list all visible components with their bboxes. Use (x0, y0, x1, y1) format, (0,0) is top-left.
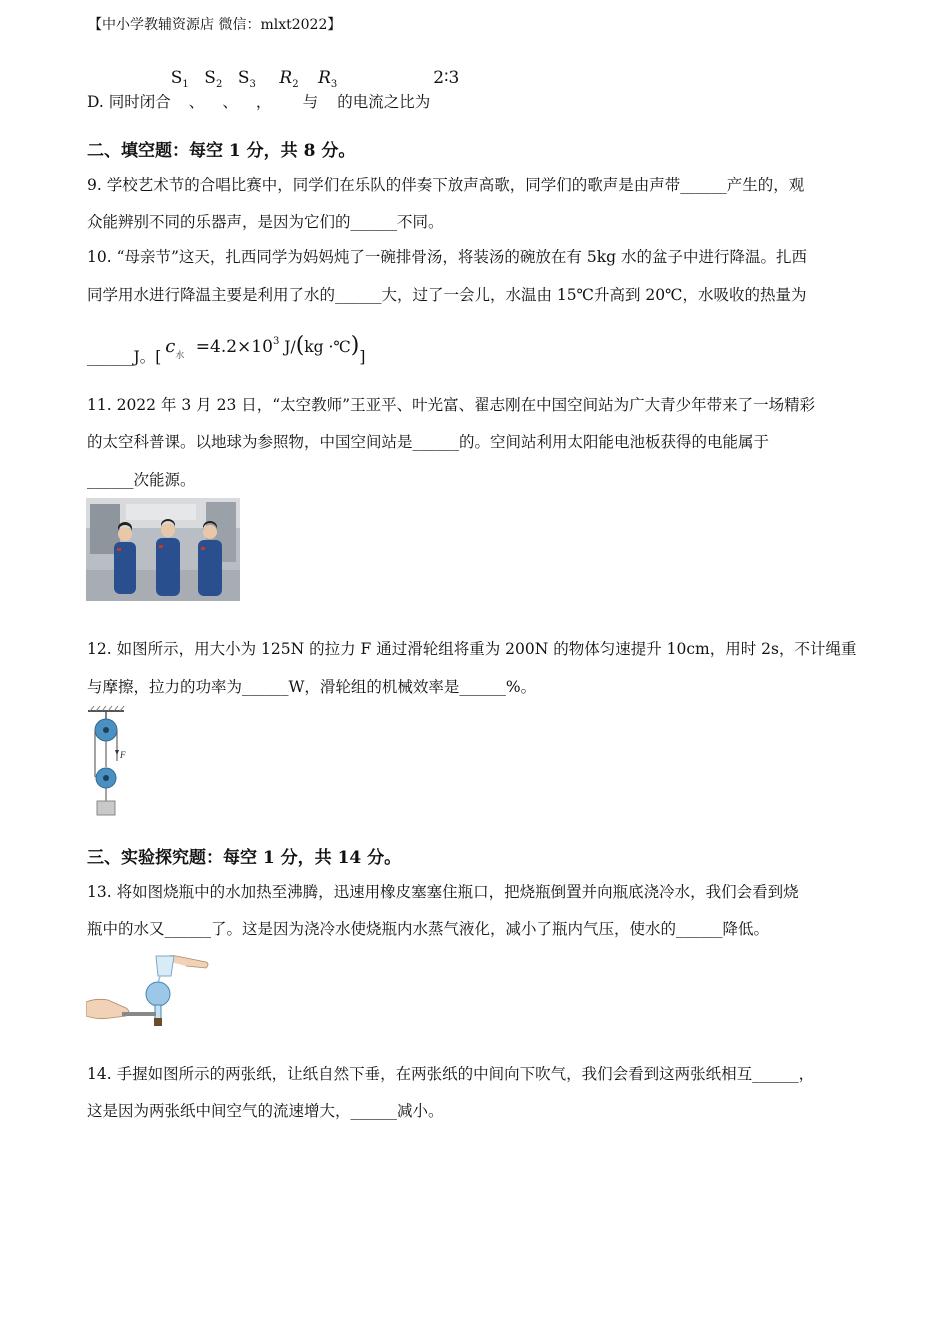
r2-subscript: 2 (292, 79, 299, 90)
s2-symbol: S (204, 68, 216, 88)
r2-symbol: R (279, 68, 293, 88)
q14-line-2: 这是因为两张纸中间空气的流速增大，______减小。 (87, 1102, 444, 1120)
q9-line-2: 众能辨别不同的乐器声，是因为它们的______不同。 (87, 213, 444, 231)
q8-option-d (87, 68, 460, 111)
section-2-title: 二、填空题：每空 1 分，共 8 分。 (87, 141, 356, 161)
q12-line-1: 12. 如图所示，用大小为 125N 的拉力 F 通过滑轮组将重为 200N 的物体匀速提升 10cm，用时 2s，不计绳重 (87, 640, 857, 658)
c-symbol: c (165, 336, 176, 357)
paren: ( (295, 333, 305, 358)
q8d-prefix: D. 同时闭合 (87, 93, 171, 111)
s1-symbol: S (170, 68, 183, 88)
q13-line-2: 瓶中的水又______了。这是因为浇冷水使烧瓶内水蒸气液化，减小了瓶内气压，使水的______降低。 (87, 920, 770, 938)
s1-subscript: 1 (182, 79, 189, 90)
s2-subscript: 2 (215, 79, 223, 90)
conjunction: 与 (302, 93, 319, 111)
q10-answer-blank: ______J。[ (87, 348, 162, 366)
s3-subscript: 3 (249, 79, 256, 90)
page-header: 【中小学教辅资源店 微信：mlxt2022】 (88, 17, 342, 33)
r3-symbol: R (318, 68, 331, 88)
separator: 、 (222, 93, 238, 111)
unit-kg-c: kg ·℃ (304, 338, 351, 356)
paren: ) (350, 333, 360, 358)
q12-line-2: 与摩擦，拉力的功率为______W，滑轮组的机械效率是______%。 (87, 678, 537, 696)
c-subscript: 水 (175, 351, 185, 361)
exponent: 3 (272, 336, 280, 347)
specific-heat-value: =4.2×10 (190, 337, 273, 357)
q8d-suffix: 的电流之比为 (337, 93, 431, 111)
section-3-title: 三、实验探究题：每空 1 分，共 14 分。 (87, 848, 402, 868)
space-station-photo (86, 498, 240, 601)
s3-symbol: S (237, 68, 250, 88)
bracket-close: ] (359, 348, 366, 366)
q10-line-1: 10. “母亲节”这天，扎西同学为妈妈炖了一碗排骨汤，将装汤的碗放在有 5kg 水的盆子中进行降温。扎西 (87, 248, 807, 266)
q11-line-3: ______次能源。 (87, 471, 196, 489)
ratio-value: 2∶3 (433, 68, 460, 88)
q14-line-1: 14. 手握如图所示的两张纸，让纸自然下垂，在两张纸的中间向下吹气，我们会看到这两张纸相互______， (87, 1065, 815, 1083)
q10-line-2: 同学用水进行降温主要是利用了水的______大，过了一会儿，水温由 15℃升高到 20℃，水吸收的热量为 (87, 286, 807, 304)
q13-line-1: 13. 将如图烧瓶中的水加热至沸腾，迅速用橡皮塞塞住瓶口，把烧瓶倒置并向瓶底浇冷水，我们会看到烧 (87, 883, 799, 901)
comma: ， (255, 93, 272, 111)
force-label: F (120, 750, 126, 760)
unit-part: J/ (279, 338, 296, 356)
q10-line-3 (87, 333, 366, 366)
q11-line-2: 的太空科普课。以地球为参照物，中国空间站是______的。空间站利用太阳能电池板获得的电能属于 (87, 433, 770, 451)
r3-subscript: 3 (330, 79, 338, 90)
q11-line-1: 11. 2022 年 3 月 23 日，“太空教师”王亚平、叶光富、翟志刚在中国空间站为广大青少年带来了一场精彩 (87, 396, 816, 414)
pulley-system-figure (86, 705, 136, 817)
separator: 、 (188, 93, 205, 111)
flask-figure (86, 950, 210, 1030)
q9-line-1: 9. 学校艺术节的合唱比赛中，同学们在乐队的伴奏下放声高歌，同学们的歌声是由声带______产生的，观 (87, 176, 805, 194)
